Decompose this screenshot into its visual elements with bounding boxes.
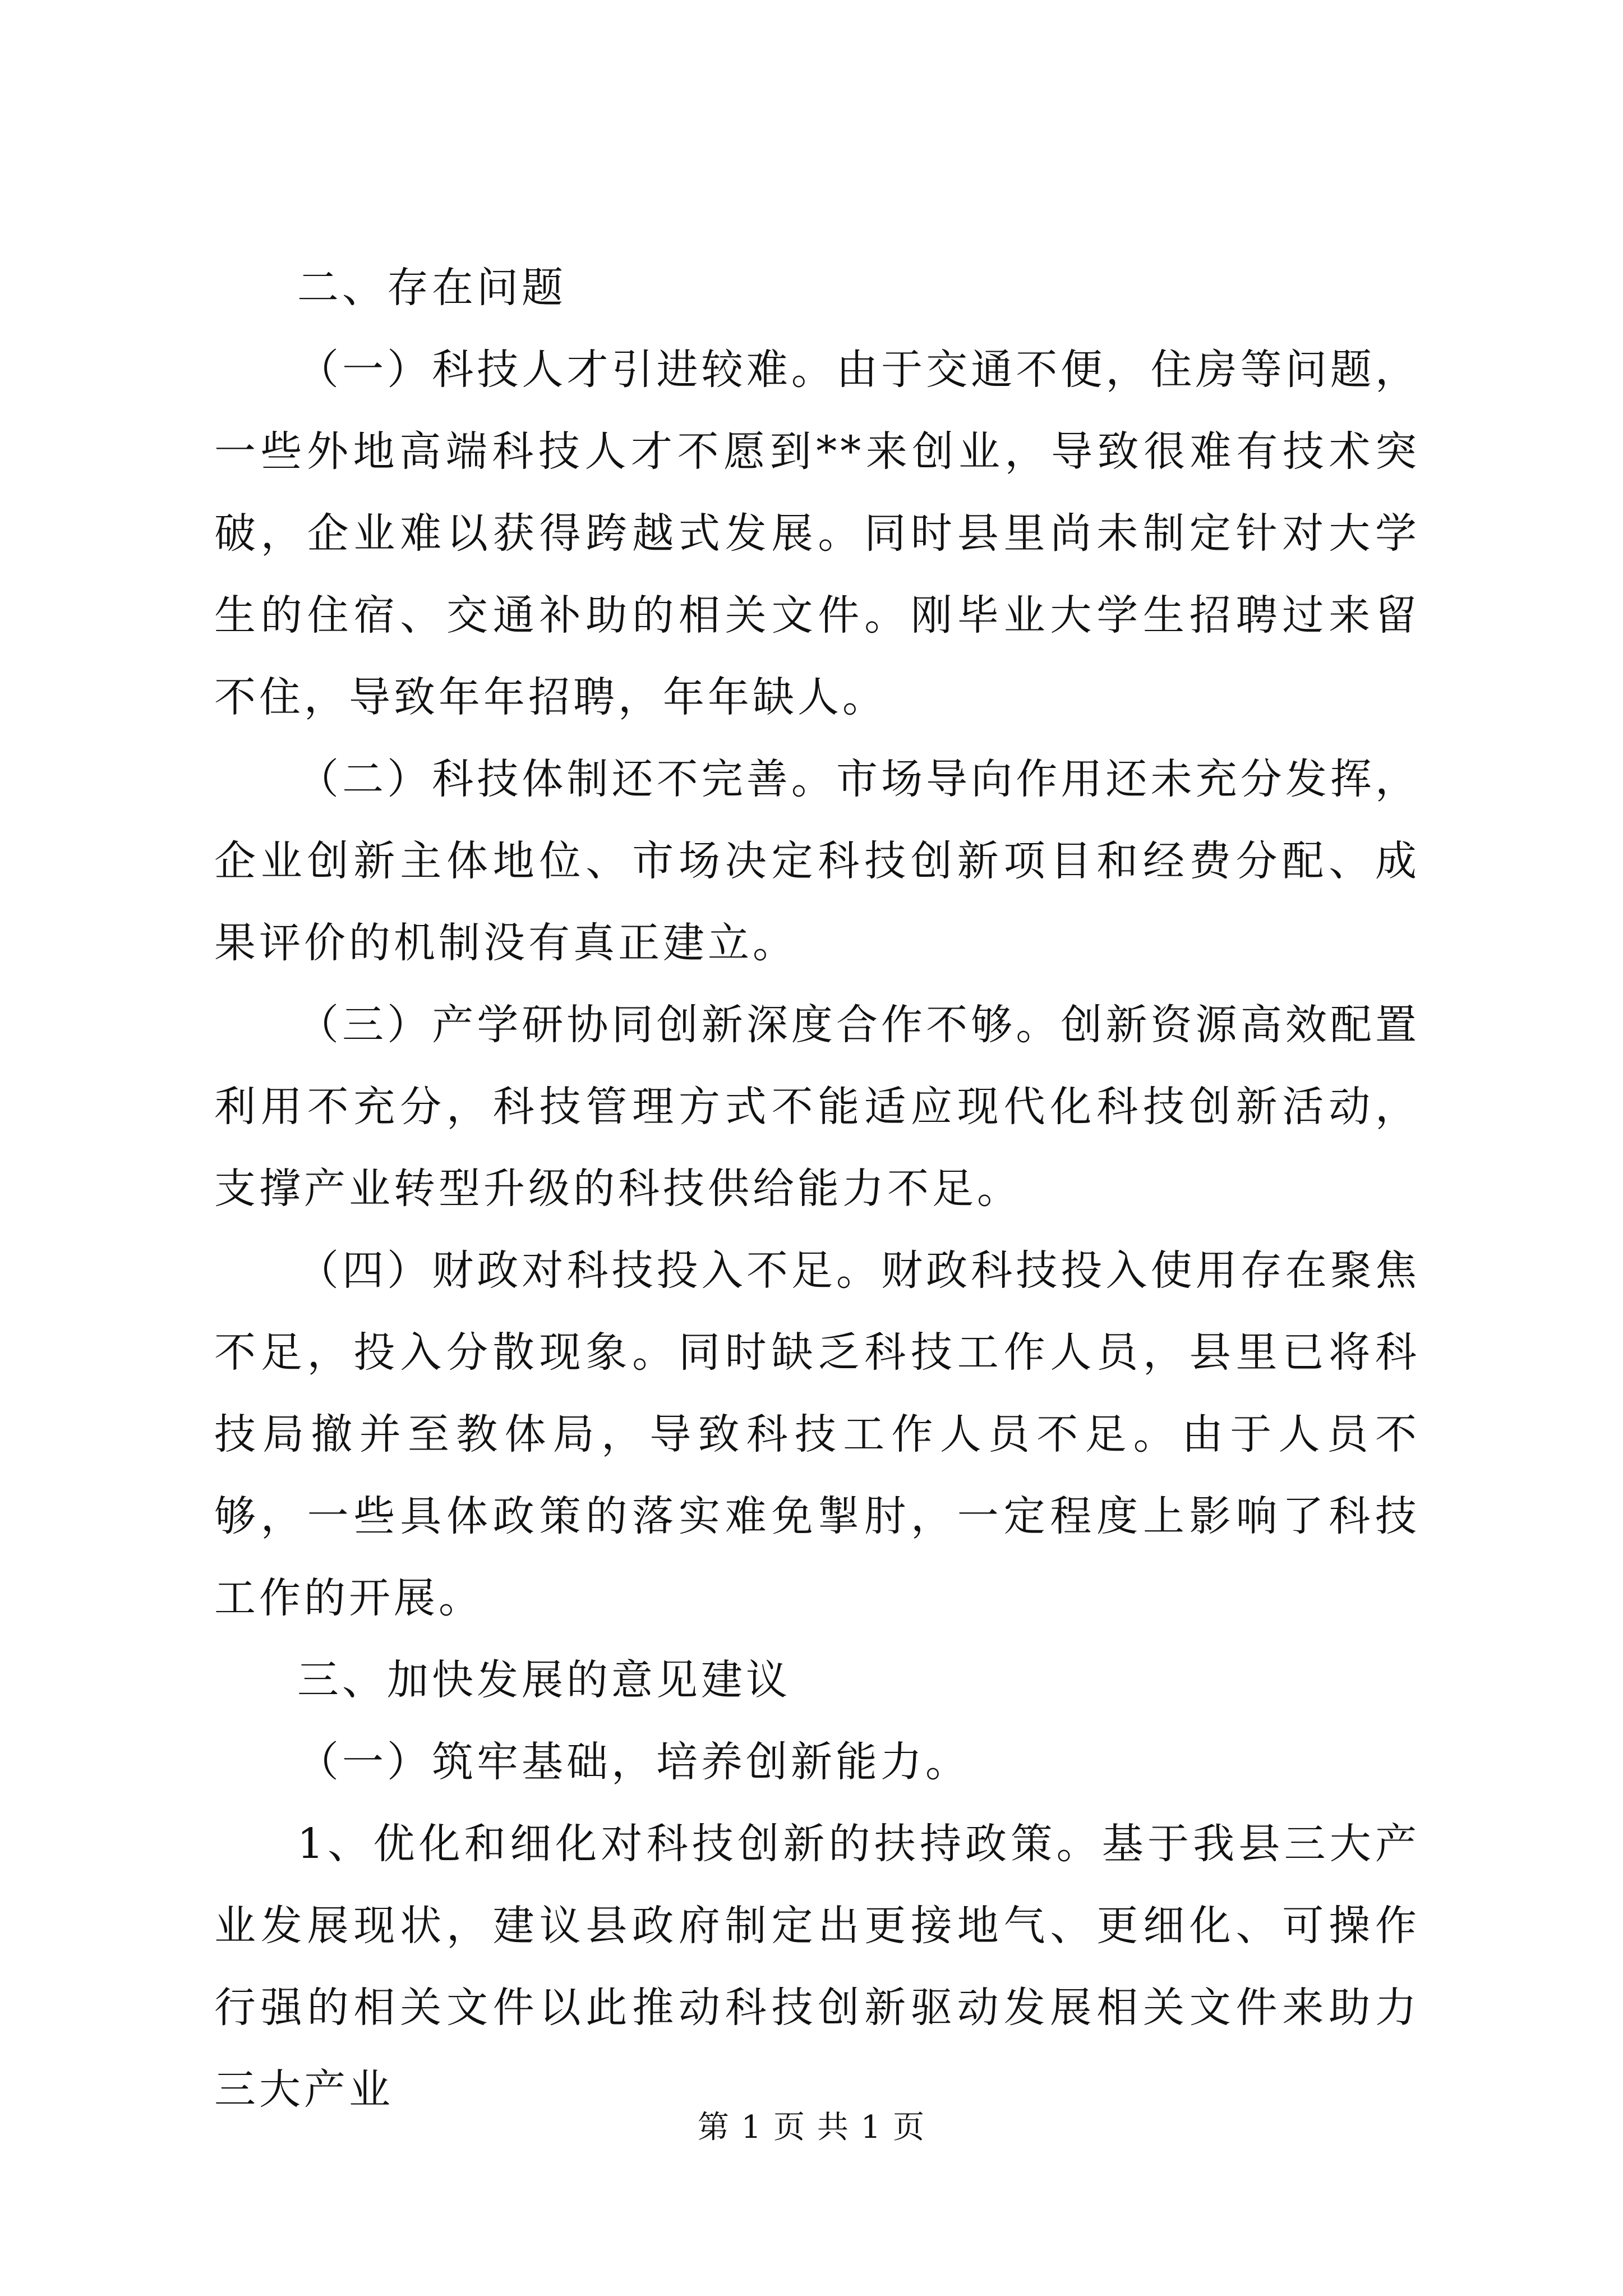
document-body xyxy=(214,247,1420,2131)
paragraph-collaborative-innovation: （三）产学研协同创新深度合作不够。创新资源高效配置利用不充分，科技管理方式不能适应现代化科技创新活动，支撑产业转型升级的科技供给能力不足。 xyxy=(214,1001,1420,1213)
paragraph-tech-system: （二）科技体制还不完善。市场导向作用还未充分发挥，企业创新主体地位、市场决定科技创新项目和经费分配、成果评价的机制没有真正建立。 xyxy=(214,755,1420,967)
paragraph-policy-optimization: 1、优化和细化对科技创新的扶持政策。基于我县三大产业发展现状，建议县政府制定出更接地气、更细化、可操作行强的相关文件以此推动科技创新驱动发展相关文件来助力三大产业 xyxy=(214,1820,1420,2114)
heading-existing-problems: 二、存在问题 xyxy=(297,264,566,312)
paragraph-talent-introduction: （一）科技人才引进较难。由于交通不便，住房等问题，一些外地高端科技人才不愿到**来创业，导致很难有技术突破，企业难以获得跨越式发展。同时县里尚未制定针对大学生的住宿、交通补助的相关文件。刚毕业大学生招聘过来留不住，导致年年招聘，年年缺人。 xyxy=(214,346,1420,721)
subheading-foundation: （一）筑牢基础，培养创新能力。 xyxy=(297,1738,970,1786)
heading-suggestions: 三、加快发展的意见建议 xyxy=(297,1656,791,1704)
paragraph-fiscal-investment: （四）财政对科技投入不足。财政科技投入使用存在聚焦不足，投入分散现象。同时缺乏科技工作人员，县里已将科技局撤并至教体局，导致科技工作人员不足。由于人员不够，一些具体政策的落实难免掣肘，一定程度上影响了科技工作的开展。 xyxy=(214,1246,1420,1622)
page-footer: 第 1 页 共 1 页 xyxy=(697,2109,926,2146)
